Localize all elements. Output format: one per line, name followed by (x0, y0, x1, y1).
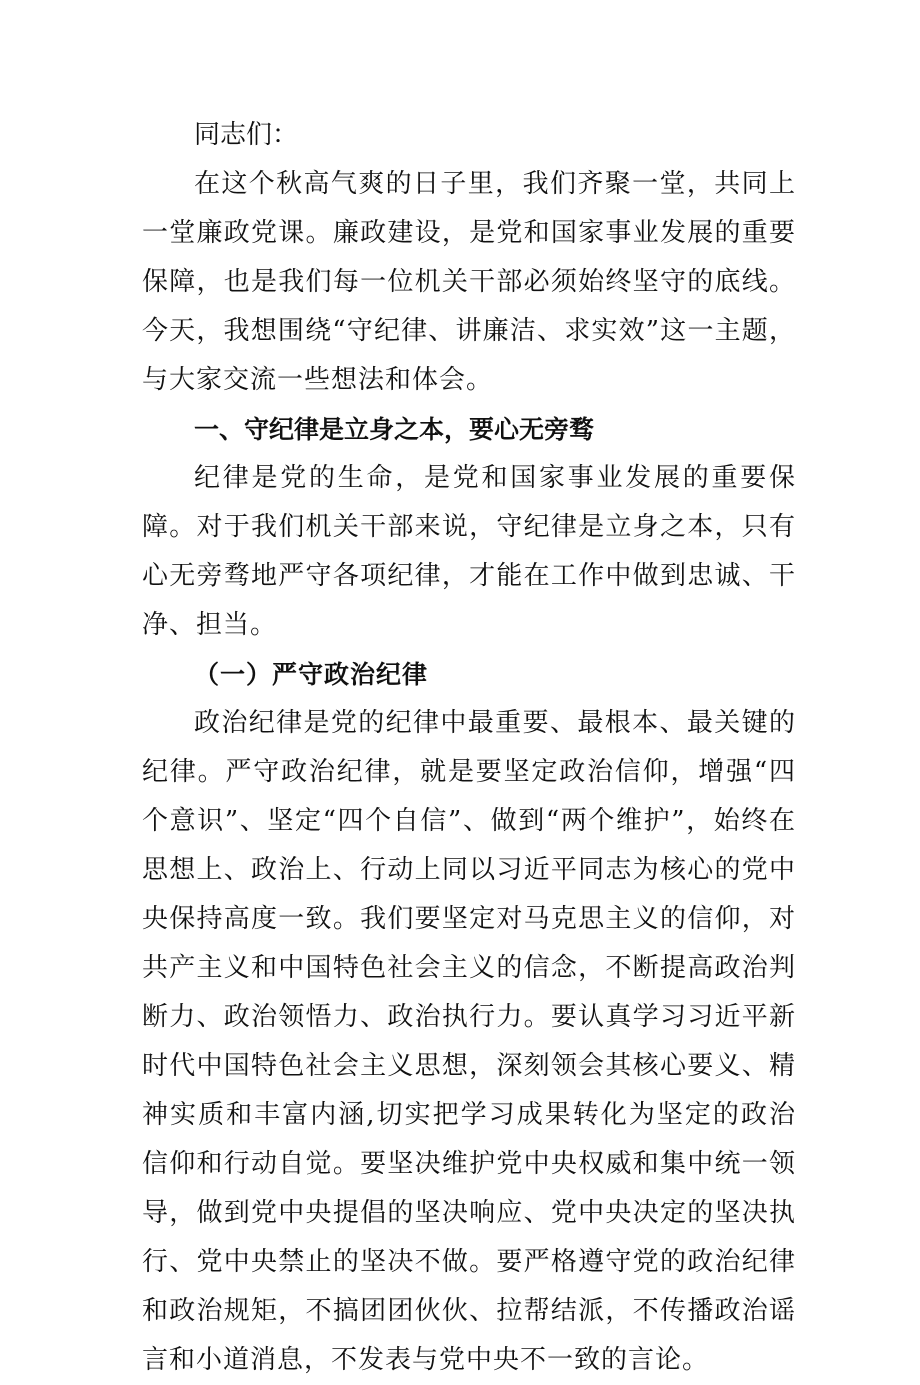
subsection-1-paragraph: 政治纪律是党的纪律中最重要、最根本、最关键的纪律。严守政治纪律，就是要坚定政治信仰，增强“四个意识”、坚定“四个自信”、做到“两个维护”，始终在思想上、政治上、行动上同以习近平同志为核心的党中央保持高度一致。我们要坚定对马克思主义的信仰，对共产主义和中国特色社会主义的信念，不断提高政治判断力、政治领悟力、政治执行力。要认真学习习近平新时代中国特色社会主义思想，深刻领会其核心要义、精神实质和丰富内涵,切实把学习成果转化为坚定的政治信仰和行动自觉。要坚决维护党中央权威和集中统一领导，做到党中央提倡的坚决响应、党中央决定的坚决执行、党中央禁止的坚决不做。要严格遵守党的政治纪律和政治规矩，不搞团团伙伙、拉帮结派，不传播政治谣言和小道消息，不发表与党中央不一致的言论。 (142, 708, 796, 1375)
intro-paragraph: 在这个秋高气爽的日子里，我们齐聚一堂，共同上一堂廉政党课。廉政建设，是党和国家事业发展的重要保障，也是我们每一位机关干部必须始终坚守的底线。今天，我想围绕“守纪律、讲廉洁、求实效”这一主题，与大家交流一些想法和体会。 (142, 169, 796, 395)
document-body (142, 111, 796, 1385)
section-heading-1: 一、守纪律是立身之本，要心无旁骛 (194, 415, 595, 444)
subsection-heading-1: （一）严守政治纪律 (194, 660, 429, 689)
greeting: 同志们： (194, 120, 299, 150)
section-1-paragraph: 纪律是党的生命，是党和国家事业发展的重要保障。对于我们机关干部来说，守纪律是立身之本，只有心无旁骛地严守各项纪律，才能在工作中做到忠诚、干净、担当。 (142, 463, 796, 640)
